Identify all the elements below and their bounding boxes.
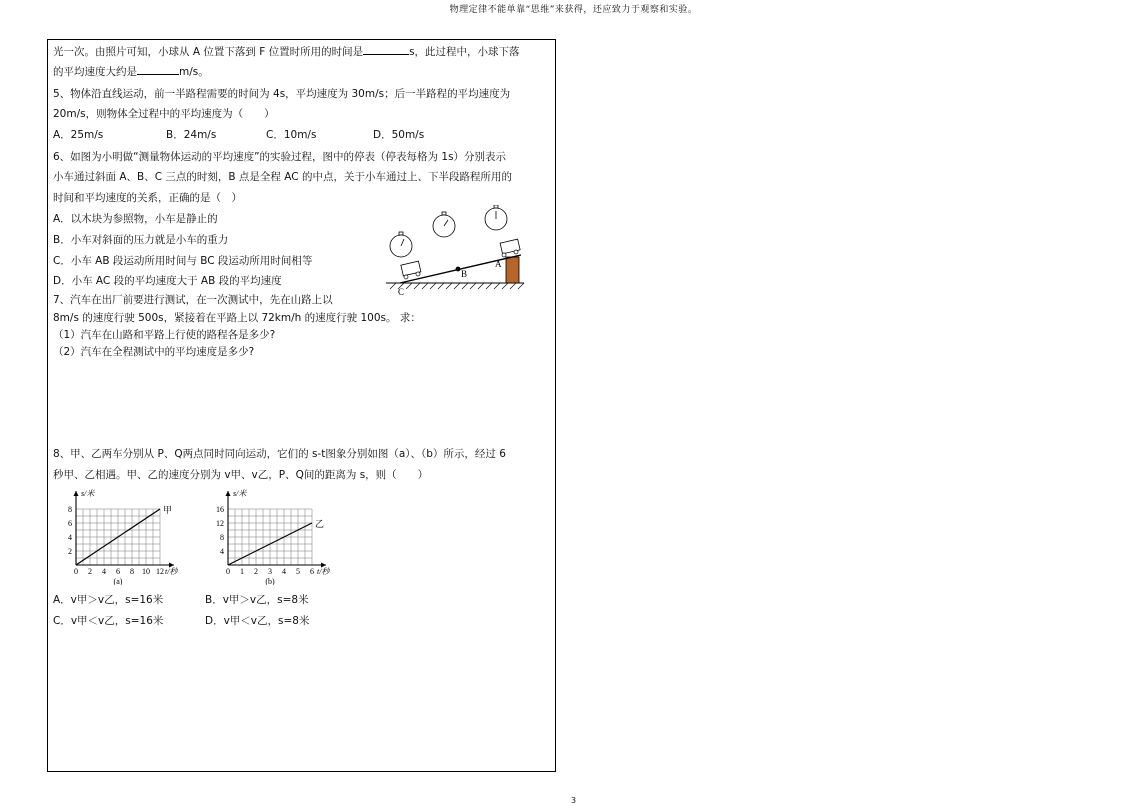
q8-line-1: 8、甲、乙两车分别从 P、Q两点同时同向运动，它们的 s-t图象分别如图（a）、（b）所示，经过 6 bbox=[53, 448, 506, 460]
q4-text-1a: 光一次。由照片可知，小球从 A 位置下落到 F 位置时所用的时间是 bbox=[53, 46, 364, 58]
q5-line-2: 20m/s，则物体全过程中的平均速度为（ ） bbox=[53, 108, 275, 120]
x-tick-label: 1 bbox=[240, 567, 244, 576]
q4-text-1b: s，此过程中，小球下落 bbox=[409, 46, 520, 58]
q6-line-3: 时间和平均速度的关系，正确的是（ ） bbox=[53, 192, 242, 204]
q4-text-2a: 的平均速度大约是 bbox=[53, 66, 137, 78]
incline-experiment-figure bbox=[378, 205, 528, 297]
st-graph-b bbox=[208, 487, 348, 585]
y-axis-label: s/米 bbox=[233, 489, 247, 498]
q5-line-1: 5、物体沿直线运动，前一半路程需要的时间为 4s，平均速度为 30m/s；后一半路程的平均速度为 bbox=[53, 88, 511, 100]
x-tick-label: 3 bbox=[268, 567, 272, 576]
y-tick-label: 2 bbox=[68, 547, 72, 556]
x-tick-label: 8 bbox=[130, 567, 134, 576]
q7-line-4: （2）汽车在全程测试中的平均速度是多少? bbox=[53, 346, 255, 358]
ground-hatching bbox=[386, 283, 524, 289]
q4-line-1 bbox=[53, 44, 520, 59]
x-tick-label: 0 bbox=[74, 567, 78, 576]
x-axis-label: t/秒 bbox=[317, 567, 330, 576]
q6-line-2: 小车通过斜面 A、B、C 三点的时刻，B 点是全程 AC 的中点，关于小车通过上、下半段路程所用的 bbox=[53, 171, 512, 183]
x-tick-label: 4 bbox=[282, 567, 286, 576]
q7-line-1: 7、汽车在出厂前要进行测试，在一次测试中，先在山路上以 bbox=[53, 294, 333, 306]
q7-line-3: （1）汽车在山路和平路上行使的路程各是多少? bbox=[53, 329, 276, 341]
x-tick-label: 12 bbox=[156, 567, 164, 576]
q5-option-b[interactable]: B．24m/s bbox=[166, 129, 217, 141]
x-tick-label: 6 bbox=[116, 567, 120, 576]
wooden-block bbox=[506, 257, 519, 283]
x-axis-label: t/秒 bbox=[165, 567, 178, 576]
y-tick-label: 8 bbox=[68, 505, 72, 514]
y-tick-label: 6 bbox=[68, 519, 72, 528]
q6-option-c[interactable]: C．小车 AB 段运动所用时间与 BC 段运动所用时间相等 bbox=[53, 255, 313, 267]
q8-line-2: 秒甲、乙相遇。甲、乙的速度分别为 v甲、v乙，P、Q间的距离为 s，则（ ） bbox=[53, 469, 429, 481]
page-number: 3 bbox=[570, 796, 577, 805]
q8-option-c[interactable]: C．v甲＜v乙，s=16米 bbox=[53, 615, 164, 627]
x-tick-label: 10 bbox=[142, 567, 150, 576]
point-a-label: A bbox=[495, 259, 502, 269]
q4-line-2 bbox=[53, 64, 209, 79]
chart-caption: (b) bbox=[265, 577, 275, 585]
q6-option-d[interactable]: D．小车 AC 段的平均速度大于 AB 段的平均速度 bbox=[53, 275, 282, 287]
q8-option-a[interactable]: A．v甲＞v乙，s=16米 bbox=[53, 594, 164, 606]
x-tick-label: 2 bbox=[254, 567, 258, 576]
q5-option-d[interactable]: D．50m/s bbox=[373, 129, 425, 141]
q6-line-1: 6、如图为小明做“测量物体运动的平均速度”的实验过程，图中的停表（停表每格为 1s）分别表示 bbox=[53, 151, 507, 163]
y-tick-label: 4 bbox=[220, 547, 224, 556]
page-header-motto: 物理定律不能单靠“思维”来获得，还应致力于观察和实验。 bbox=[449, 5, 698, 15]
answer-blank-time[interactable] bbox=[363, 44, 409, 55]
q5-option-a[interactable]: A．25m/s bbox=[53, 129, 104, 141]
chart-caption: (a) bbox=[113, 577, 123, 585]
cart-top bbox=[500, 239, 520, 257]
point-c-label: C bbox=[398, 287, 405, 297]
x-tick-label: 4 bbox=[102, 567, 106, 576]
x-tick-label: 6 bbox=[310, 567, 314, 576]
y-axis-arrow bbox=[226, 491, 231, 496]
x-tick-label: 2 bbox=[88, 567, 92, 576]
q8-option-d[interactable]: D．v甲＜v乙，s=8米 bbox=[205, 615, 310, 627]
x-tick-label: 0 bbox=[226, 567, 230, 576]
q7-line-2: 8m/s 的速度行驶 500s，紧接着在平路上以 72km/h 的速度行驶 100s。 求： bbox=[53, 312, 421, 324]
y-tick-label: 8 bbox=[220, 533, 224, 542]
x-tick-label: 5 bbox=[296, 567, 300, 576]
y-tick-label: 16 bbox=[216, 505, 224, 514]
point-b-label: B bbox=[461, 269, 468, 279]
q6-option-b[interactable]: B．小车对斜面的压力就是小车的重力 bbox=[53, 234, 229, 246]
series-label: 乙 bbox=[315, 519, 325, 529]
cart-bottom bbox=[401, 261, 421, 279]
q8-option-b[interactable]: B．v甲＞v乙，s=8米 bbox=[205, 594, 309, 606]
q4-text-2b: m/s。 bbox=[179, 66, 209, 78]
y-axis-arrow bbox=[74, 491, 79, 496]
stopwatch-icon bbox=[390, 205, 507, 257]
worksheet-frame bbox=[47, 39, 556, 772]
answer-blank-speed[interactable] bbox=[137, 64, 179, 75]
y-tick-label: 12 bbox=[216, 519, 224, 528]
y-tick-label: 4 bbox=[68, 533, 72, 542]
midpoint-b-dot bbox=[456, 267, 461, 272]
q5-option-c[interactable]: C．10m/s bbox=[266, 129, 317, 141]
q6-option-a[interactable]: A．以木块为参照物，小车是静止的 bbox=[53, 213, 218, 225]
y-axis-label: s/米 bbox=[81, 489, 95, 498]
series-label: 甲 bbox=[163, 505, 173, 515]
st-graph-a bbox=[56, 487, 196, 585]
